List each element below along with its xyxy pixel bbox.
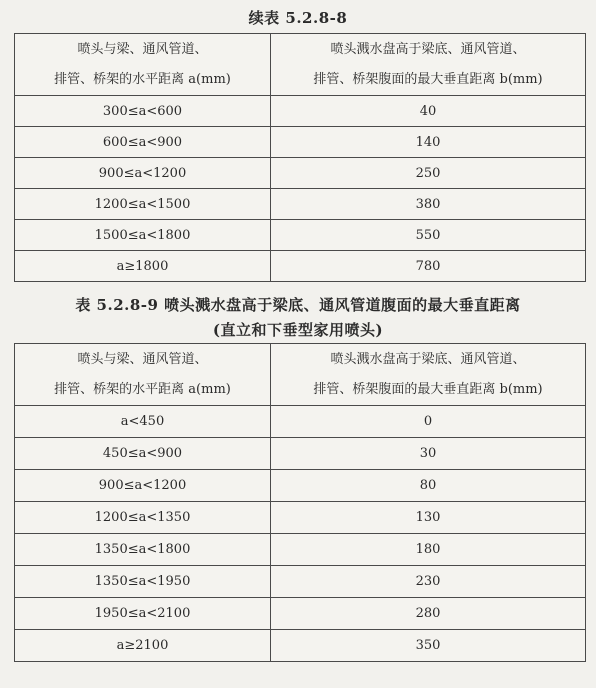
table1-header-row bbox=[15, 34, 586, 96]
value-cell: 280 bbox=[271, 598, 586, 630]
header-line: 排管、桥架腹面的最大垂直距离 b(mm) bbox=[313, 381, 543, 397]
header-line: 排管、桥架的水平距离 a(mm) bbox=[54, 381, 231, 397]
table2 bbox=[14, 343, 586, 662]
table2-header-distance-b bbox=[271, 344, 586, 406]
value-cell: 230 bbox=[271, 566, 586, 598]
table1 bbox=[14, 33, 586, 282]
value-cell: 780 bbox=[271, 251, 586, 282]
range-cell: 900≤a<1200 bbox=[15, 470, 271, 502]
table-row bbox=[15, 566, 586, 598]
table-row bbox=[15, 189, 586, 220]
table2-header-row bbox=[15, 344, 586, 406]
table-row bbox=[15, 96, 586, 127]
range-cell: 900≤a<1200 bbox=[15, 158, 271, 189]
range-cell: 1950≤a<2100 bbox=[15, 598, 271, 630]
table-row bbox=[15, 406, 586, 438]
range-cell: 1350≤a<1800 bbox=[15, 534, 271, 566]
range-cell: 450≤a<900 bbox=[15, 438, 271, 470]
value-cell: 40 bbox=[271, 96, 586, 127]
value-cell: 550 bbox=[271, 220, 586, 251]
header-line: 喷头与梁、通风管道、 bbox=[77, 41, 208, 57]
value-cell: 180 bbox=[271, 534, 586, 566]
table-row bbox=[15, 251, 586, 282]
table-row bbox=[15, 598, 586, 630]
value-cell: 130 bbox=[271, 502, 586, 534]
value-cell: 140 bbox=[271, 127, 586, 158]
range-cell: a≥1800 bbox=[15, 251, 271, 282]
header-line: 排管、桥架腹面的最大垂直距离 b(mm) bbox=[313, 71, 543, 87]
value-cell: 80 bbox=[271, 470, 586, 502]
value-cell: 250 bbox=[271, 158, 586, 189]
table-row bbox=[15, 502, 586, 534]
table2-header-distance-a bbox=[15, 344, 271, 406]
header-line: 排管、桥架的水平距离 a(mm) bbox=[54, 71, 231, 87]
header-line: 喷头溅水盘高于梁底、通风管道、 bbox=[330, 41, 526, 57]
table2-subcaption: (直立和下垂型家用喷头) bbox=[212, 321, 384, 339]
range-cell: a≥2100 bbox=[15, 630, 271, 662]
value-cell: 0 bbox=[271, 406, 586, 438]
value-cell: 380 bbox=[271, 189, 586, 220]
range-cell: 600≤a<900 bbox=[15, 127, 271, 158]
range-cell: 1500≤a<1800 bbox=[15, 220, 271, 251]
table-row bbox=[15, 220, 586, 251]
table-row bbox=[15, 127, 586, 158]
table-row bbox=[15, 470, 586, 502]
range-cell: a<450 bbox=[15, 406, 271, 438]
range-cell: 300≤a<600 bbox=[15, 96, 271, 127]
value-cell: 350 bbox=[271, 630, 586, 662]
range-cell: 1200≤a<1350 bbox=[15, 502, 271, 534]
table1-header-distance-b bbox=[271, 34, 586, 96]
table-row bbox=[15, 158, 586, 189]
table2-caption: 表 5.2.8-9 喷头溅水盘高于梁底、通风管道腹面的最大垂直距离 bbox=[75, 296, 521, 314]
range-cell: 1350≤a<1950 bbox=[15, 566, 271, 598]
table-row bbox=[15, 534, 586, 566]
table-row bbox=[15, 630, 586, 662]
range-cell: 1200≤a<1500 bbox=[15, 189, 271, 220]
header-line: 喷头与梁、通风管道、 bbox=[77, 351, 208, 367]
value-cell: 30 bbox=[271, 438, 586, 470]
header-line: 喷头溅水盘高于梁底、通风管道、 bbox=[330, 351, 526, 367]
table-row bbox=[15, 438, 586, 470]
table1-header-distance-a bbox=[15, 34, 271, 96]
table1-caption: 续表 5.2.8-8 bbox=[248, 9, 348, 27]
